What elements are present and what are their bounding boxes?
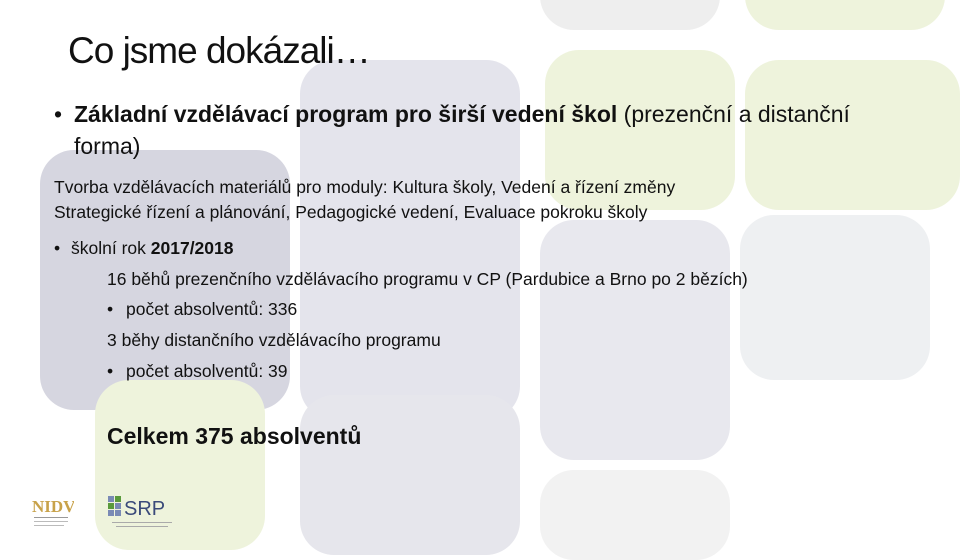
distance-grads-line bbox=[107, 356, 288, 386]
nidv-logo bbox=[28, 490, 74, 536]
main-bullet-bold: Základní vzdělávací program pro širší vedení škol bbox=[74, 101, 618, 127]
main-bullet bbox=[54, 98, 914, 162]
bullet-dot: • bbox=[54, 101, 63, 127]
materials-line-2: Strategické řízení a plánování, Pedagogické vedení, Evaluace pokroku školy bbox=[54, 202, 648, 222]
total-graduates: Celkem 375 absolventů bbox=[107, 423, 362, 449]
school-year-line bbox=[54, 233, 234, 263]
presence-grads-text: počet absolventů: 336 bbox=[126, 299, 298, 319]
nidv-logo-text: NIDV bbox=[32, 497, 74, 516]
bullet-dot: • bbox=[107, 361, 114, 381]
page-title: Co jsme dokázali… bbox=[68, 30, 370, 71]
bullet-dot: • bbox=[107, 299, 114, 319]
school-year-value: 2017/2018 bbox=[150, 238, 234, 258]
presence-runs-line: 16 běhů prezenčního vzdělávacího programu v CP (Pardubice a Brno po 2 bězích) bbox=[107, 269, 748, 289]
school-year-label: školní rok bbox=[71, 238, 151, 258]
srp-logo-text: SRP bbox=[124, 498, 166, 520]
srp-logo bbox=[108, 494, 188, 538]
distance-grads-text: počet absolventů: 39 bbox=[126, 361, 288, 381]
materials-line-1: Tvorba vzdělávacích materiálů pro moduly: Kultura školy, Vedení a řízení změny bbox=[54, 177, 676, 197]
bullet-dot: • bbox=[54, 238, 61, 258]
main-bullet-normal: (prezenční a distanční forma) bbox=[74, 101, 850, 159]
presence-grads-line bbox=[107, 294, 297, 324]
distance-runs-line: 3 běhy distančního vzdělávacího programu bbox=[107, 330, 441, 350]
